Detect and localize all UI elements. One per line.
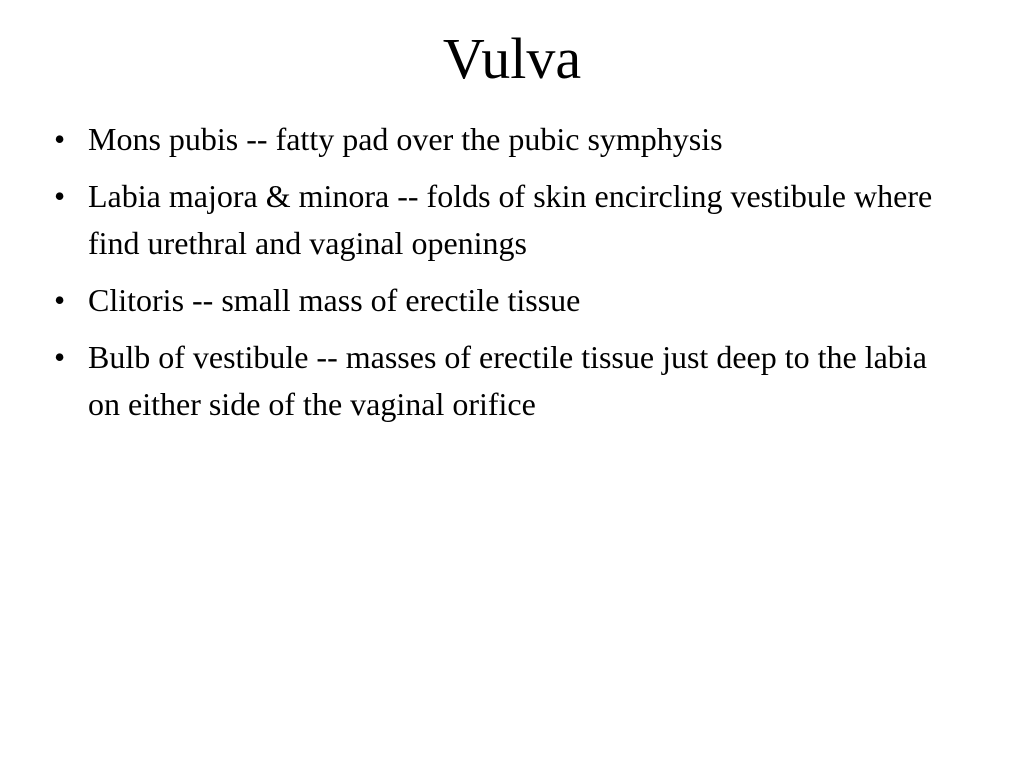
bullet-item-clitoris [54,277,964,324]
bullet-list [54,116,964,438]
slide-title: Vulva [442,26,582,91]
bullet-text: Bulb of vestibule -- masses of erectile tissue just deep to the labia on either side of the vaginal orifice [88,339,927,422]
bullet-text: Clitoris -- small mass of erectile tissue [88,282,581,318]
bullet-item-mons-pubis [54,116,964,163]
bullet-dot-icon: • [54,178,66,214]
bullet-dot-icon: • [54,339,66,375]
bullet-text: Labia majora & minora -- folds of skin encircling vestibule where find urethral and vaginal openings [88,178,933,261]
bullet-dot-icon: • [54,282,66,318]
bullet-item-labia [54,173,964,267]
bullet-dot-icon: • [54,121,66,157]
bullet-item-bulb-of-vestibule [54,334,964,428]
bullet-text: Mons pubis -- fatty pad over the pubic symphysis [88,121,723,157]
